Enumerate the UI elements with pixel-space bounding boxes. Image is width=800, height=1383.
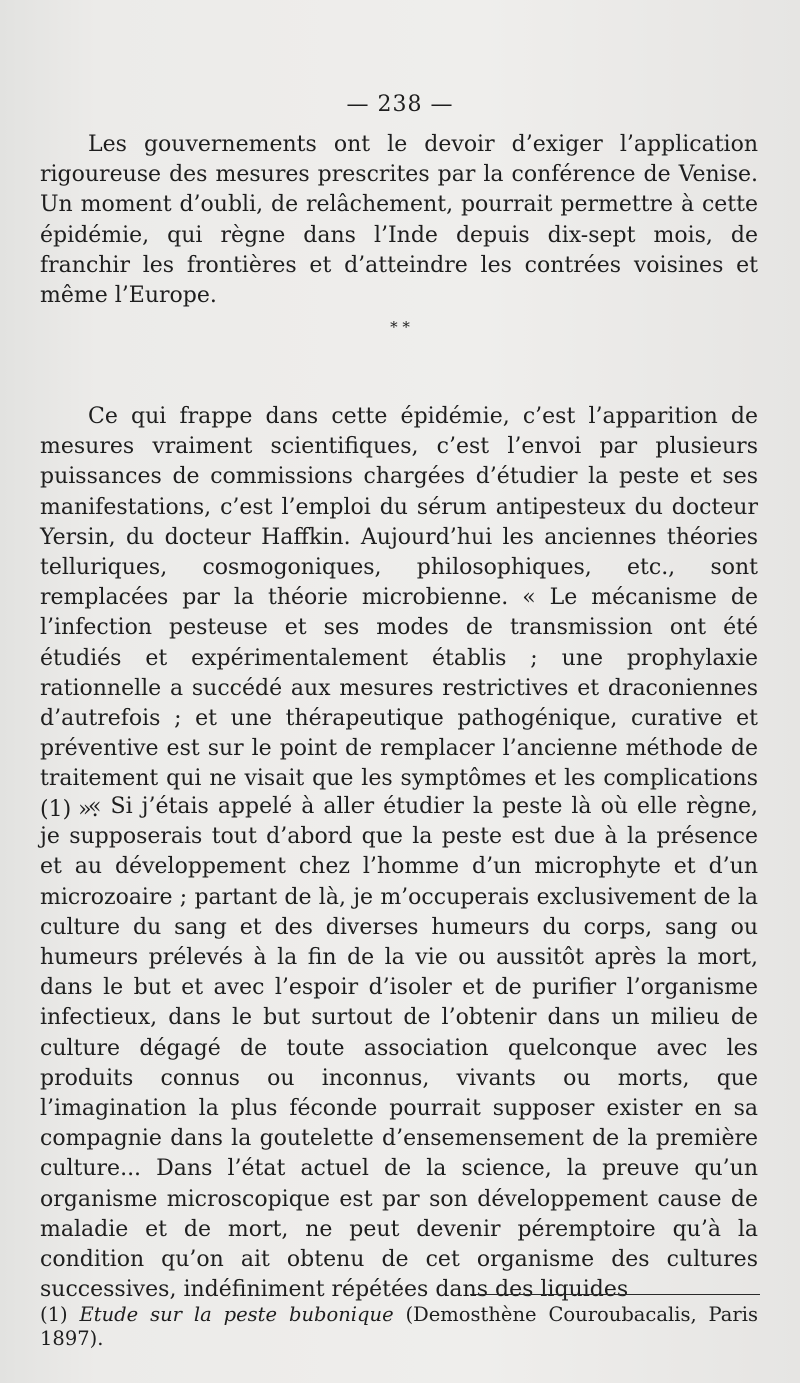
paragraph-3-text: « Si j’étais appelé à aller étudier la peste là où elle règne, je supposerais tout d’abord que la peste est due à la présence et au développement chez l’homme d’un microphyte et d’un microzoaire ; partant de là, je m’occuperais exclusivement de la culture du sang et des diverses humeurs du corps, sang ou humeurs prélevés à la fin de la vie ou aussitôt après la mort, dans le but et avec l’espoir d’isoler et de purifier l’organisme infectieux, dans le but surtout de l’obtenir dans un milieu de culture dégagé de toute association quelconque avec les produits connus ou inconnus, vivants ou morts, que l’imagination la plus féconde pourrait supposer exister en sa compagnie dans la goutelette d’ensemensement de la première culture... Dans l’état actuel de la science, la preuve qu’un organisme microscopique est par son développement cause de maladie et de mort, ne peut devenir péremptoire qu’à la condition qu’on ait obtenu de cet organisme des cultures successives, indéfiniment répétées dans des liquides	[40, 794, 758, 1303]
footnote-title: Etude sur la peste bubonique	[79, 1303, 394, 1326]
paragraph-1-text: Les gouvernements ont le devoir d’exiger l’application rigoureuse des mesures prescrites par la conférence de Venise. Un moment d’oubli, de relâchement, pourrait permettre à cette épidémie, qui règne dans l’Inde depuis dix-sept mois, de franchir les frontières et d’atteindre les contrées voisines et même l’Europe.	[40, 132, 758, 309]
footnote-marker: (1)	[40, 1303, 68, 1326]
paragraph-2	[40, 402, 758, 825]
footnote	[40, 1303, 758, 1351]
section-separator: * *	[390, 318, 410, 336]
footnote-rule	[470, 1294, 760, 1295]
paragraph-1	[40, 130, 758, 311]
page-number: — 238 —	[346, 92, 454, 117]
paragraph-2-text: Ce qui frappe dans cette épidémie, c’est l’apparition de mesures vraiment scientifiques, c’est l’envoi par plusieurs puissances de commissions chargées d’étudier la peste et ses manifestations, c’est l’emploi du sérum antipesteux du docteur Yersin, du docteur Haffkin. Aujourd’hui les anciennes théories telluriques, cosmogoniques, philosophiques, etc., sont remplacées par la théorie microbienne. « Le mécanisme de l’infection pesteuse et ses modes de transmission ont été étudiés et expérimentalement établis ; une prophylaxie rationnelle a succédé aux mesures restrictives et draconiennes d’autrefois ; et une thérapeutique pathogénique, curative et préventive est sur le point de remplacer l’ancienne méthode de traitement qui ne visait que les symptômes et les complications (1) ».	[40, 404, 758, 822]
paragraph-3	[40, 792, 758, 1305]
footnote-citation: (Demosthène Couroubacalis, Paris 1897).	[40, 1303, 758, 1350]
